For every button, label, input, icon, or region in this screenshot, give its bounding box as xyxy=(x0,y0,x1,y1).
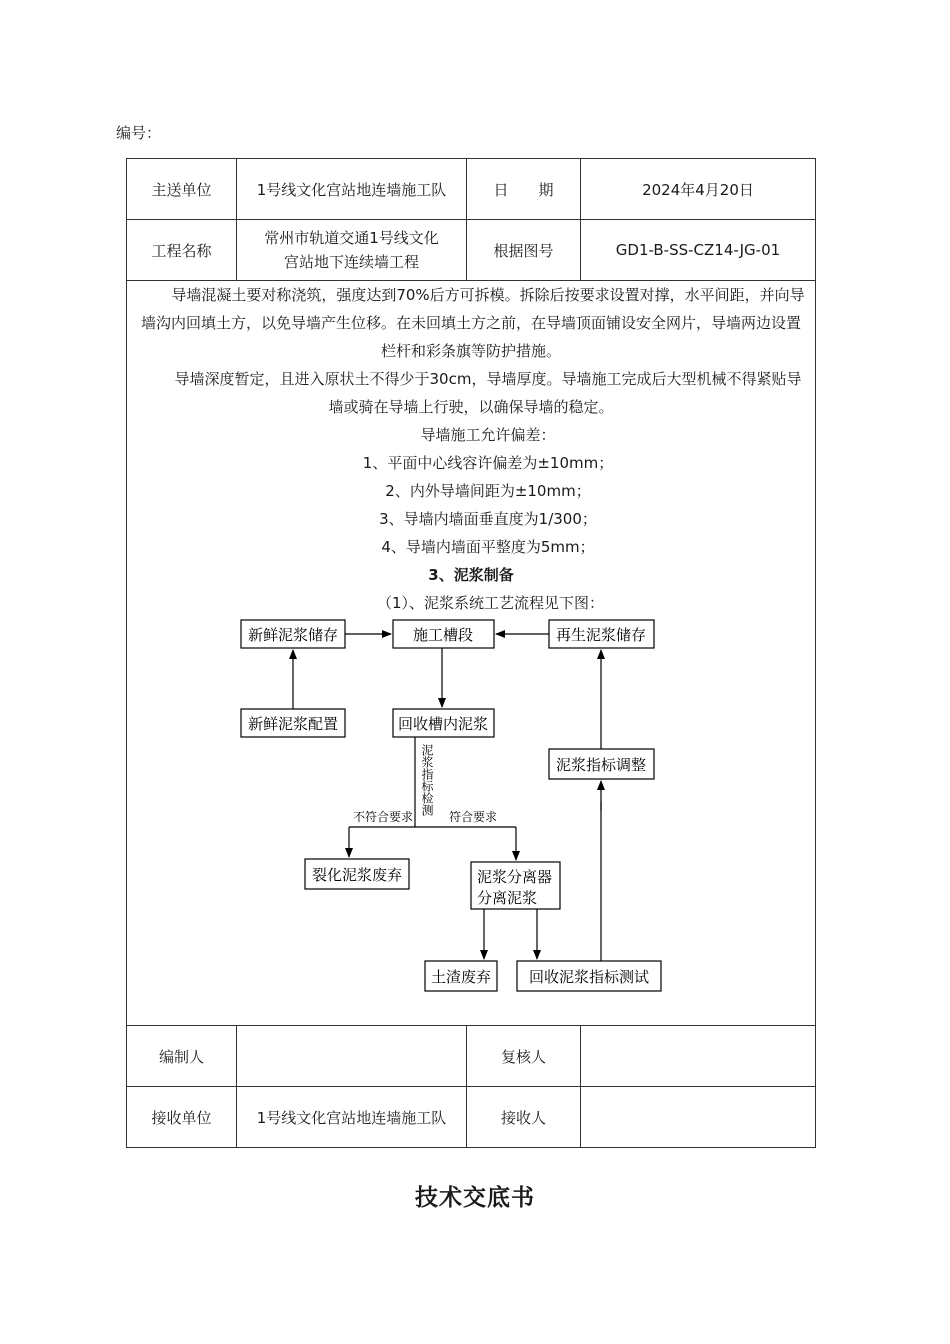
edge-label-index-check: 泥浆指标检测 xyxy=(420,744,434,816)
project-value-line1: 常州市轨道交通1号线文化 xyxy=(264,229,439,247)
edge-label-pass: 符合要求 xyxy=(449,810,498,824)
content-cell xyxy=(127,281,816,1026)
compiler-value xyxy=(237,1026,467,1087)
paragraph-tolerance: 导墙施工允许偏差： xyxy=(420,426,556,444)
drawing-label: 根据图号 xyxy=(467,220,581,281)
serial-number-label: 编号： xyxy=(116,124,162,142)
node-recycled-storage: 再生泥浆储存 xyxy=(555,626,647,644)
subsection-heading: （1）、泥浆系统工艺流程见下图： xyxy=(376,594,605,612)
node-adjust-index: 泥浆指标调整 xyxy=(555,756,647,774)
project-value xyxy=(237,220,467,281)
project-label: 工程名称 xyxy=(127,220,237,281)
receiver-row xyxy=(127,1087,816,1148)
content-row xyxy=(127,281,816,1026)
flowchart-boxes xyxy=(241,620,661,991)
reviewer-value xyxy=(581,1026,816,1087)
reviewer-label: 复核人 xyxy=(467,1026,581,1087)
receiver-value xyxy=(581,1087,816,1148)
node-separator-line1: 泥浆分离器 xyxy=(477,868,553,886)
node-fresh-mix: 新鲜泥浆配置 xyxy=(247,715,339,733)
tolerance-item: 2、内外导墙间距为±10mm； xyxy=(385,482,591,500)
section-heading: 3、泥浆制备 xyxy=(428,566,514,584)
receiver-unit-value: 1号线文化宫站地连墙施工队 xyxy=(237,1087,467,1148)
date-value: 2024年4月20日 xyxy=(581,159,816,220)
tolerance-item: 4、导墙内墙面平整度为5mm； xyxy=(381,538,595,556)
edge-label-fail: 不符合要求 xyxy=(353,810,414,824)
project-row xyxy=(127,220,816,281)
sender-row xyxy=(127,159,816,220)
node-fresh-storage: 新鲜泥浆储存 xyxy=(247,626,339,644)
flowchart-connectors xyxy=(293,634,601,961)
disclosure-form-table xyxy=(126,158,816,1148)
node-construction-trench: 施工槽段 xyxy=(412,626,474,644)
paragraph-formwork: 导墙混凝土要对称浇筑，强度达到70%后方可拆模。拆除后按要求设置对撑，水平间距，并向导墙沟内回填土方，以免导墙产生位移。在未回填土方之前，在导墙顶面铺设安全网片，导墙两边设置栏杆和彩条旗等防护措施。 xyxy=(140,286,805,360)
date-label: 日 期 xyxy=(467,159,581,220)
sender-label: 主送单位 xyxy=(127,159,237,220)
project-value-line2: 宫站地下连续墙工程 xyxy=(283,253,419,271)
flowchart-labels xyxy=(248,626,649,986)
receiver-unit-label: 接收单位 xyxy=(127,1087,237,1148)
slurry-flowchart xyxy=(127,281,816,1025)
node-degraded-discard: 裂化泥浆废弃 xyxy=(311,866,403,884)
receiver-label: 接收人 xyxy=(467,1087,581,1148)
paragraph-depth: 导墙深度暂定，且进入原状土不得少于30cm，导墙厚度。导墙施工完成后大型机械不得紧贴导墙或骑在导墙上行驶，以确保导墙的稳定。 xyxy=(174,370,802,416)
node-separator-line2: 分离泥浆 xyxy=(477,889,538,907)
compiler-label: 编制人 xyxy=(127,1026,237,1087)
drawing-value: GD1-B-SS-CZ14-JG-01 xyxy=(581,220,816,281)
compiler-row xyxy=(127,1026,816,1087)
sender-value: 1号线文化宫站地连墙施工队 xyxy=(237,159,467,220)
node-recover-test: 回收泥浆指标测试 xyxy=(528,968,650,986)
tolerance-item: 1、平面中心线容许偏差为±10mm； xyxy=(362,454,614,472)
tolerance-item: 3、导墙内墙面垂直度为1/300； xyxy=(379,510,597,528)
node-recover-slurry: 回收槽内泥浆 xyxy=(397,715,489,733)
document-title: 技术交底书 xyxy=(415,1185,535,1211)
node-soil-discard: 土渣废弃 xyxy=(430,968,492,986)
